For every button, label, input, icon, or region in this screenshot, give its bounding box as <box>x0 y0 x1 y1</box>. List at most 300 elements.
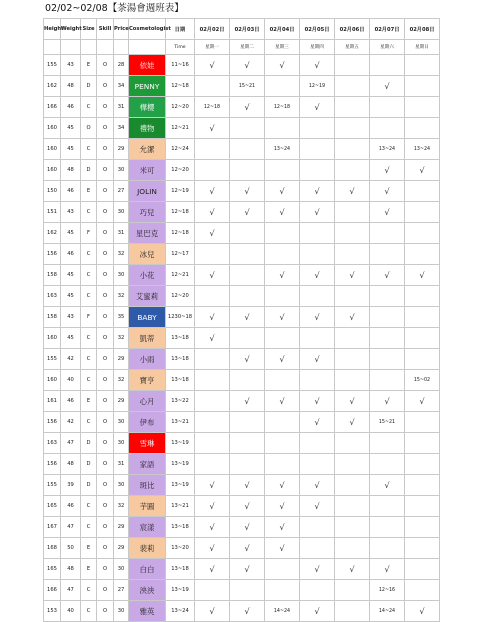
day-cell <box>265 244 300 265</box>
height-cell: 168 <box>44 538 61 559</box>
cosmetologist-name: 允潔 <box>129 139 166 160</box>
day-cell: √ <box>195 202 230 223</box>
day-cell <box>335 517 370 538</box>
weight-cell: 43 <box>61 202 81 223</box>
schedule-table <box>43 18 440 622</box>
skill-cell: O <box>97 601 114 622</box>
height-cell: 155 <box>44 475 61 496</box>
day-cell: √ <box>405 265 440 286</box>
day-cell <box>335 475 370 496</box>
day-cell: 12~16 <box>370 580 405 601</box>
skill-cell: O <box>97 97 114 118</box>
price-cell: 30 <box>114 202 129 223</box>
day-cell: √ <box>370 391 405 412</box>
day-cell: √ <box>265 517 300 538</box>
day-cell <box>265 118 300 139</box>
day-cell: √ <box>265 307 300 328</box>
day-cell <box>335 370 370 391</box>
cosmetologist-name: 凱蒂 <box>129 328 166 349</box>
day-cell <box>265 76 300 97</box>
skill-cell: O <box>97 223 114 244</box>
day-cell <box>230 433 265 454</box>
time-cell: 13~18 <box>166 370 195 391</box>
size-cell: C <box>81 244 97 265</box>
time-cell: 13~19 <box>166 580 195 601</box>
day-cell <box>195 349 230 370</box>
day-cell <box>300 370 335 391</box>
day-cell <box>405 475 440 496</box>
day-cell: √ <box>300 391 335 412</box>
height-cell: 156 <box>44 454 61 475</box>
day-cell: √ <box>195 559 230 580</box>
skill-cell: O <box>97 139 114 160</box>
day-cell: √ <box>300 265 335 286</box>
weight-cell: 48 <box>61 454 81 475</box>
day-cell: √ <box>230 475 265 496</box>
day-cell <box>405 517 440 538</box>
height-cell: 162 <box>44 76 61 97</box>
day-cell <box>300 223 335 244</box>
table-row <box>44 475 440 496</box>
skill-cell: O <box>97 349 114 370</box>
height-cell: 160 <box>44 370 61 391</box>
day-cell: √ <box>265 55 300 76</box>
cosmetologist-name: 白白 <box>129 559 166 580</box>
size-cell: D <box>81 454 97 475</box>
height-cell: 155 <box>44 349 61 370</box>
size-cell: C <box>81 370 97 391</box>
col-header-height: Height <box>44 19 61 40</box>
height-cell: 166 <box>44 97 61 118</box>
col-header-date: 02月04日 <box>265 19 300 40</box>
table-row <box>44 97 440 118</box>
day-cell <box>195 160 230 181</box>
day-cell <box>195 391 230 412</box>
day-cell <box>405 559 440 580</box>
skill-cell: O <box>97 55 114 76</box>
day-cell: √ <box>230 55 265 76</box>
height-cell: 150 <box>44 181 61 202</box>
skill-cell: O <box>97 538 114 559</box>
day-cell: √ <box>195 223 230 244</box>
price-cell: 30 <box>114 475 129 496</box>
blank-cell <box>114 40 129 55</box>
day-cell <box>335 433 370 454</box>
height-cell: 155 <box>44 55 61 76</box>
table-row <box>44 601 440 622</box>
cosmetologist-name: 小花 <box>129 265 166 286</box>
blank-cell <box>129 40 166 55</box>
col-header-skill: Skill <box>97 19 114 40</box>
day-cell <box>405 286 440 307</box>
day-cell: √ <box>300 496 335 517</box>
size-cell: C <box>81 349 97 370</box>
price-cell: 30 <box>114 160 129 181</box>
day-cell <box>265 286 300 307</box>
day-cell: √ <box>370 559 405 580</box>
day-cell: √ <box>300 559 335 580</box>
day-cell: 13~24 <box>370 139 405 160</box>
day-cell: 14~24 <box>370 601 405 622</box>
price-cell: 32 <box>114 370 129 391</box>
day-cell: √ <box>405 160 440 181</box>
day-cell <box>230 244 265 265</box>
skill-cell: O <box>97 265 114 286</box>
size-cell: C <box>81 97 97 118</box>
height-cell: 156 <box>44 412 61 433</box>
day-cell: √ <box>300 349 335 370</box>
day-cell <box>230 139 265 160</box>
price-cell: 30 <box>114 412 129 433</box>
weight-cell: 46 <box>61 391 81 412</box>
price-cell: 31 <box>114 223 129 244</box>
day-cell: √ <box>335 181 370 202</box>
day-cell: √ <box>230 307 265 328</box>
table-row <box>44 160 440 181</box>
height-cell: 151 <box>44 202 61 223</box>
day-cell <box>300 538 335 559</box>
day-cell <box>335 139 370 160</box>
weight-cell: 40 <box>61 370 81 391</box>
day-cell <box>230 286 265 307</box>
weight-cell: 47 <box>61 580 81 601</box>
height-cell: 160 <box>44 160 61 181</box>
day-cell: 13~24 <box>265 139 300 160</box>
col-header-weekday: 星期六 <box>370 40 405 55</box>
weight-cell: 45 <box>61 265 81 286</box>
height-cell: 160 <box>44 118 61 139</box>
table-row <box>44 433 440 454</box>
day-cell: √ <box>195 538 230 559</box>
day-cell: √ <box>195 601 230 622</box>
price-cell: 29 <box>114 517 129 538</box>
day-cell <box>405 328 440 349</box>
height-cell: 162 <box>44 223 61 244</box>
table-row <box>44 286 440 307</box>
day-cell <box>370 223 405 244</box>
price-cell: 32 <box>114 328 129 349</box>
time-cell: 12~17 <box>166 244 195 265</box>
day-cell <box>335 580 370 601</box>
table-row <box>44 181 440 202</box>
col-header-weekday: 星期一 <box>195 40 230 55</box>
time-cell: 11~16 <box>166 55 195 76</box>
cosmetologist-name: 裴莉 <box>129 538 166 559</box>
cosmetologist-name: 米可 <box>129 160 166 181</box>
col-header-date: 02月02日 <box>195 19 230 40</box>
day-cell: √ <box>370 181 405 202</box>
day-cell <box>370 328 405 349</box>
col-header-weekday: 星期四 <box>300 40 335 55</box>
col-header-price: Price <box>114 19 129 40</box>
weight-cell: 45 <box>61 118 81 139</box>
day-cell: √ <box>370 202 405 223</box>
price-cell: 30 <box>114 265 129 286</box>
day-cell: √ <box>230 202 265 223</box>
time-cell: 13~24 <box>166 601 195 622</box>
weight-cell: 48 <box>61 76 81 97</box>
col-header-weekday: 星期日 <box>405 40 440 55</box>
weight-cell: 40 <box>61 601 81 622</box>
day-cell <box>265 328 300 349</box>
day-cell <box>405 349 440 370</box>
day-cell <box>195 454 230 475</box>
skill-cell: O <box>97 181 114 202</box>
day-cell <box>195 433 230 454</box>
price-cell: 30 <box>114 433 129 454</box>
time-cell: 13~18 <box>166 349 195 370</box>
day-cell: √ <box>230 601 265 622</box>
day-cell: √ <box>265 349 300 370</box>
day-cell: √ <box>300 202 335 223</box>
day-cell: 15~21 <box>230 76 265 97</box>
day-cell: √ <box>370 160 405 181</box>
skill-cell: O <box>97 454 114 475</box>
day-cell: √ <box>265 181 300 202</box>
day-cell: √ <box>230 559 265 580</box>
day-cell: √ <box>230 181 265 202</box>
weight-cell: 45 <box>61 286 81 307</box>
weight-cell: 45 <box>61 139 81 160</box>
day-cell: √ <box>195 265 230 286</box>
day-cell <box>265 160 300 181</box>
day-cell <box>335 286 370 307</box>
day-cell <box>335 97 370 118</box>
skill-cell: O <box>97 580 114 601</box>
size-cell: C <box>81 601 97 622</box>
day-cell: √ <box>405 601 440 622</box>
day-cell <box>370 307 405 328</box>
day-cell: √ <box>195 307 230 328</box>
weight-cell: 46 <box>61 496 81 517</box>
size-cell: C <box>81 496 97 517</box>
day-cell: √ <box>300 307 335 328</box>
day-cell: √ <box>370 265 405 286</box>
skill-cell: O <box>97 391 114 412</box>
day-cell <box>405 181 440 202</box>
blank-cell <box>44 40 61 55</box>
time-cell: 13~19 <box>166 475 195 496</box>
day-cell <box>370 55 405 76</box>
cosmetologist-name: 巧兒 <box>129 202 166 223</box>
day-cell: √ <box>335 265 370 286</box>
time-cell: 13~19 <box>166 433 195 454</box>
day-cell <box>335 55 370 76</box>
height-cell: 160 <box>44 139 61 160</box>
cosmetologist-name: 禮物 <box>129 118 166 139</box>
day-cell: 15~21 <box>370 412 405 433</box>
day-cell: √ <box>230 517 265 538</box>
cosmetologist-name: 樺櫻 <box>129 97 166 118</box>
day-cell <box>300 454 335 475</box>
weekday-row <box>44 40 440 55</box>
cosmetologist-name: PENNY <box>129 76 166 97</box>
day-cell: √ <box>195 517 230 538</box>
day-cell: 12~18 <box>195 97 230 118</box>
cosmetologist-name: BABY <box>129 307 166 328</box>
weight-cell: 46 <box>61 181 81 202</box>
price-cell: 27 <box>114 580 129 601</box>
cosmetologist-name: 泱泱 <box>129 580 166 601</box>
day-cell: 12~19 <box>300 76 335 97</box>
cosmetologist-name: 冰兒 <box>129 244 166 265</box>
weight-cell: 47 <box>61 433 81 454</box>
day-cell <box>370 349 405 370</box>
size-cell: C <box>81 517 97 538</box>
day-cell <box>370 118 405 139</box>
day-cell <box>300 328 335 349</box>
weight-cell: 47 <box>61 517 81 538</box>
day-cell <box>370 286 405 307</box>
skill-cell: O <box>97 328 114 349</box>
time-cell: 13~21 <box>166 496 195 517</box>
day-cell <box>335 454 370 475</box>
col-header-weekday: 星期五 <box>335 40 370 55</box>
day-cell: √ <box>230 496 265 517</box>
skill-cell: O <box>97 412 114 433</box>
table-row <box>44 223 440 244</box>
weight-cell: 46 <box>61 97 81 118</box>
col-header-weekday: 星期三 <box>265 40 300 55</box>
weight-cell: 50 <box>61 538 81 559</box>
price-cell: 29 <box>114 139 129 160</box>
day-cell: √ <box>195 55 230 76</box>
price-cell: 31 <box>114 97 129 118</box>
day-cell <box>335 202 370 223</box>
day-cell: √ <box>230 97 265 118</box>
skill-cell: O <box>97 76 114 97</box>
day-cell <box>405 244 440 265</box>
height-cell: 153 <box>44 601 61 622</box>
weight-cell: 39 <box>61 475 81 496</box>
height-cell: 165 <box>44 559 61 580</box>
table-row <box>44 328 440 349</box>
day-cell <box>265 580 300 601</box>
time-cell: 13~18 <box>166 328 195 349</box>
height-cell: 161 <box>44 391 61 412</box>
table-row <box>44 496 440 517</box>
day-cell <box>300 580 335 601</box>
table-row <box>44 412 440 433</box>
day-cell <box>405 538 440 559</box>
day-cell <box>335 160 370 181</box>
day-cell <box>300 244 335 265</box>
col-header-date: 02月03日 <box>230 19 265 40</box>
day-cell: 13~24 <box>405 139 440 160</box>
price-cell: 30 <box>114 559 129 580</box>
day-cell <box>370 496 405 517</box>
size-cell: C <box>81 580 97 601</box>
skill-cell: O <box>97 433 114 454</box>
col-header-weight: Weight <box>61 19 81 40</box>
day-cell: √ <box>335 559 370 580</box>
time-cell: 12~24 <box>166 139 195 160</box>
time-cell: 12~21 <box>166 265 195 286</box>
price-cell: 29 <box>114 538 129 559</box>
cosmetologist-name: 家語 <box>129 454 166 475</box>
day-cell: √ <box>265 202 300 223</box>
cosmetologist-name: 星巴克 <box>129 223 166 244</box>
size-cell: D <box>81 475 97 496</box>
cosmetologist-name: 雪琳 <box>129 433 166 454</box>
cosmetologist-name: 寶亨 <box>129 370 166 391</box>
day-cell <box>300 517 335 538</box>
size-cell: E <box>81 559 97 580</box>
size-cell: C <box>81 265 97 286</box>
price-cell: 29 <box>114 349 129 370</box>
day-cell <box>405 496 440 517</box>
table-row <box>44 517 440 538</box>
day-cell <box>335 244 370 265</box>
height-cell: 167 <box>44 517 61 538</box>
size-cell: E <box>81 181 97 202</box>
day-cell <box>195 370 230 391</box>
day-cell <box>370 244 405 265</box>
cosmetologist-name: 艾蜜莉 <box>129 286 166 307</box>
weight-cell: 42 <box>61 412 81 433</box>
size-cell: E <box>81 538 97 559</box>
time-cell: 13~21 <box>166 412 195 433</box>
day-cell <box>405 433 440 454</box>
size-cell: C <box>81 412 97 433</box>
day-cell <box>265 370 300 391</box>
day-cell <box>195 139 230 160</box>
day-cell <box>335 76 370 97</box>
day-cell: √ <box>195 496 230 517</box>
table-row <box>44 139 440 160</box>
time-cell: 13~22 <box>166 391 195 412</box>
size-cell: F <box>81 307 97 328</box>
cosmetologist-name: 依娃 <box>129 55 166 76</box>
cosmetologist-name: 宸漾 <box>129 517 166 538</box>
day-cell <box>195 76 230 97</box>
col-header-date: 02月06日 <box>335 19 370 40</box>
table-row <box>44 307 440 328</box>
day-cell: √ <box>300 475 335 496</box>
day-cell: √ <box>230 349 265 370</box>
time-cell: 13~18 <box>166 559 195 580</box>
day-cell: √ <box>265 475 300 496</box>
day-cell <box>335 328 370 349</box>
day-cell: √ <box>335 412 370 433</box>
day-cell <box>405 76 440 97</box>
cosmetologist-name: JOLIN <box>129 181 166 202</box>
table-row <box>44 202 440 223</box>
day-cell <box>230 223 265 244</box>
day-cell <box>265 454 300 475</box>
table-row <box>44 55 440 76</box>
day-cell <box>405 55 440 76</box>
day-cell: √ <box>195 328 230 349</box>
skill-cell: O <box>97 118 114 139</box>
height-cell: 163 <box>44 433 61 454</box>
blank-cell <box>81 40 97 55</box>
size-cell: F <box>81 223 97 244</box>
day-cell: √ <box>265 265 300 286</box>
price-cell: 27 <box>114 181 129 202</box>
day-cell <box>405 454 440 475</box>
table-row <box>44 391 440 412</box>
day-cell <box>370 370 405 391</box>
col-header-date: 02月08日 <box>405 19 440 40</box>
price-cell: 29 <box>114 391 129 412</box>
day-cell: 14~24 <box>265 601 300 622</box>
price-cell: 30 <box>114 601 129 622</box>
time-cell: 12~18 <box>166 76 195 97</box>
col-header-date-label: 日期 <box>166 19 195 40</box>
day-cell <box>335 496 370 517</box>
day-cell <box>335 349 370 370</box>
